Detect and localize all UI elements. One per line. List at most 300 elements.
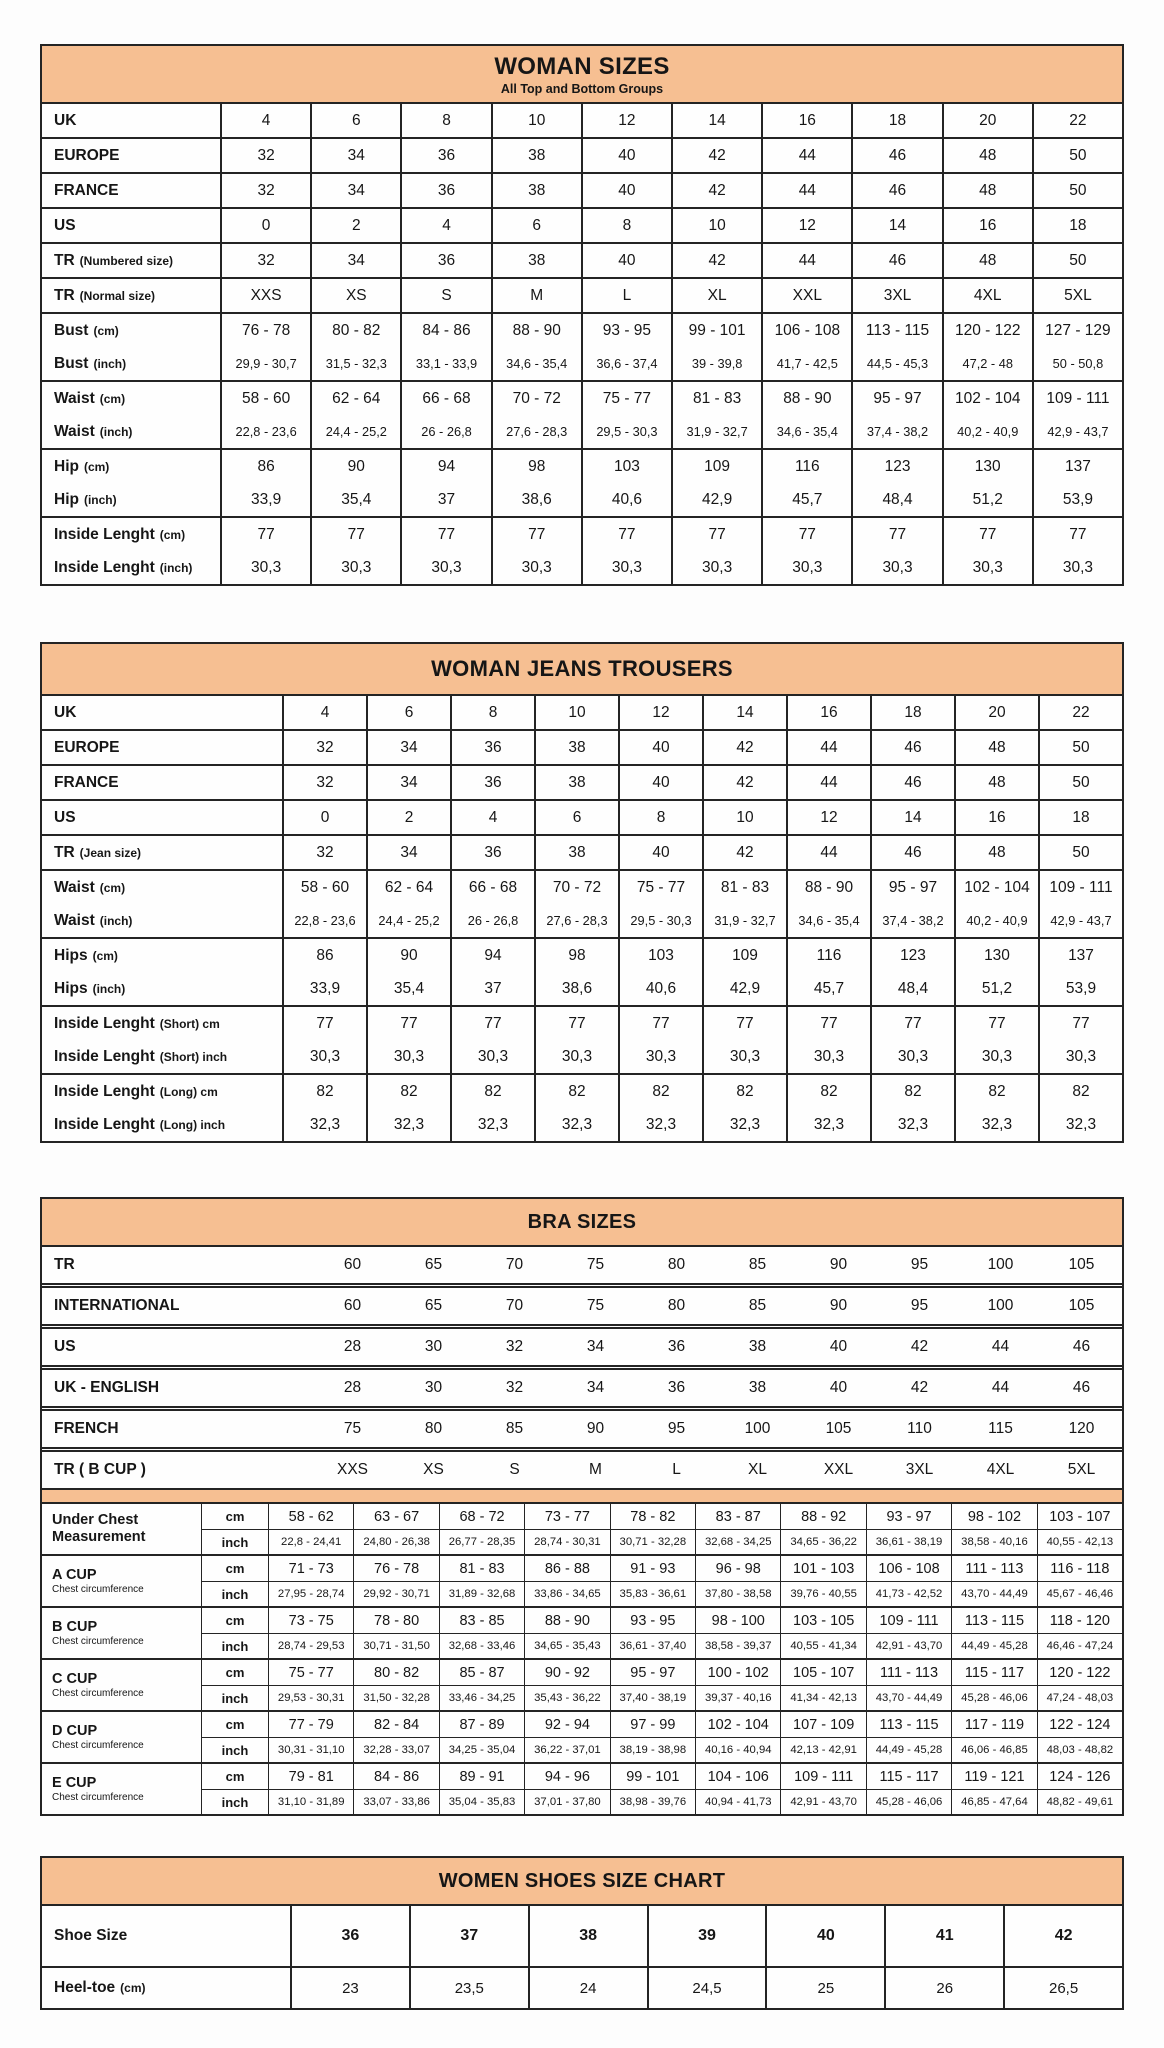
row-label [42,139,220,172]
value-cell: 81 - 83 [702,871,786,904]
row-label-text: Bust [54,321,89,339]
value-cell: 10 [702,801,786,834]
value-cell: 105 [1068,1297,1095,1314]
row-label-text: US [54,1338,76,1355]
value-cell: M [589,1461,602,1478]
value-cell: 33,46 - 34,25 [439,1686,524,1710]
row-group [42,1247,1122,1283]
value-cell: 31,9 - 32,7 [702,904,786,937]
row-group [42,1447,1122,1488]
row-group [42,869,1122,937]
value-cell: 29,92 - 30,71 [353,1582,438,1606]
value-cell: 44 [761,174,851,207]
row-label [42,1247,312,1283]
woman-sizes-header [42,46,1122,104]
row-label-unit: (cm) [159,527,186,542]
row-label-unit: (inch) [99,424,133,439]
value-cell: 38,98 - 39,76 [610,1790,695,1814]
value-cell: 18 [870,696,954,729]
table-row [42,731,1122,764]
cup-row [202,1660,1122,1685]
value-cell: 46 [1072,1379,1091,1396]
value-cell: 38,58 - 39,37 [695,1634,780,1658]
value-cell: 109 - 111 [780,1764,865,1789]
row-label [42,314,220,347]
cup-label [42,1608,202,1658]
table-row [42,1329,1122,1365]
row-label-text: US [54,808,76,826]
value-cell: 48 [942,244,1032,277]
value-cell: 82 [870,1075,954,1108]
value-cell: 99 - 101 [671,314,761,347]
value-cell: 34 [586,1379,605,1396]
cup-rows [202,1764,1122,1814]
table-row [42,347,1122,380]
value-cell: 60 [343,1297,362,1314]
value-cell: 37,01 - 37,80 [524,1790,609,1814]
value-cell: 40,55 - 41,34 [780,1634,865,1658]
value-cell: 24 [528,1968,647,2008]
row-label-unit: (Numbered size) [79,253,174,268]
value-cell: 88 - 90 [491,314,581,347]
row-label-text: Waist [54,911,95,929]
table-row [42,518,1122,551]
shoes-size-grid [42,1906,1122,2008]
cup-row [202,1608,1122,1633]
value-cell: 97 - 99 [610,1712,695,1737]
value-cell: 16 [942,209,1032,242]
value-cell: 105 [1068,1256,1095,1273]
value-cell: 4XL [942,279,1032,312]
woman-sizes-section [40,44,1124,586]
row-label-unit: (cm) [120,1981,146,1995]
value-cell: 30,3 [1038,1040,1122,1073]
row-label-text: TR [54,286,75,304]
row-label [42,174,220,207]
value-cell: 37,40 - 38,19 [610,1686,695,1710]
value-cell: 16 [761,104,851,137]
value-cell: XL [748,1461,767,1478]
value-cell: 30,3 [870,1040,954,1073]
row-label-text: Waist [54,422,95,440]
value-cell: 48 [954,766,1038,799]
row-label [42,766,282,799]
cup-label [42,1504,202,1554]
value-cell: 32,3 [282,1108,366,1141]
row-label-text: Inside Lenght [54,558,155,576]
value-cell: 4 [220,104,310,137]
value-cell: 77 [400,518,490,551]
value-cell: 73 - 75 [268,1608,353,1633]
value-cell: 106 - 108 [761,314,851,347]
value-cell: 27,6 - 28,3 [491,415,581,448]
value-cell: 109 - 111 [866,1608,951,1633]
value-cell: 44 [786,731,870,764]
value-cell: 10 [671,209,761,242]
row-label [42,1370,312,1406]
value-cell: 82 [786,1075,870,1108]
value-cell: L [672,1461,681,1478]
value-cell: 95 [910,1256,929,1273]
value-cell: 41 [884,1906,1003,1966]
value-cell: 30,3 [534,1040,618,1073]
value-cell: 16 [786,696,870,729]
row-group [42,1005,1122,1073]
value-cell: 123 [870,939,954,972]
value-cell: 44,49 - 45,28 [951,1634,1036,1658]
table-row [42,104,1122,137]
value-cell: 36 [450,731,534,764]
value-cell: 93 - 97 [866,1504,951,1529]
value-cell: 85 [505,1420,524,1437]
value-cell: 42 [910,1338,929,1355]
value-cell: 75 [586,1297,605,1314]
value-cell: 122 - 124 [1037,1712,1122,1737]
value-cell: 77 [761,518,851,551]
value-cell: 36 [400,139,490,172]
value-cell: 40,55 - 42,13 [1037,1530,1122,1554]
table-row [42,244,1122,277]
bra-sizes-section [40,1197,1124,1816]
value-cell: 90 - 92 [524,1660,609,1685]
value-cell: 66 - 68 [400,382,490,415]
value-cell: 68 - 72 [439,1504,524,1529]
cup-label [42,1764,202,1814]
value-cell: 38,6 [534,972,618,1005]
value-cell: 45,67 - 46,46 [1037,1582,1122,1606]
value-cell: 117 - 119 [951,1712,1036,1737]
value-cell: 6 [366,696,450,729]
value-cell: 42,91 - 43,70 [780,1790,865,1814]
row-label-text: FRENCH [54,1420,119,1437]
value-cell: 22,8 - 24,41 [268,1530,353,1554]
value-cell: 42 [702,731,786,764]
cup-label [42,1712,202,1762]
row-group [42,1406,1122,1447]
value-cell: 30,3 [942,551,1032,584]
row-label [42,972,282,1005]
value-cell: 102 - 104 [942,382,1032,415]
value-cell: 32,3 [1038,1108,1122,1141]
value-cell: 104 - 106 [695,1764,780,1789]
bra-cup-group [42,1504,1122,1554]
value-cell: XS [310,279,400,312]
row-label-unit: (Long) cm [159,1084,218,1099]
cup-subtitle: Chest circumference [52,1688,144,1700]
value-cell: 44,5 - 45,3 [851,347,941,380]
value-cell: 2 [366,801,450,834]
value-cell: 40 [581,174,671,207]
value-cell: 18 [1032,209,1122,242]
row-label-text: FRANCE [54,181,119,199]
value-cell: 14 [702,696,786,729]
row-label [42,836,282,869]
table-row [42,174,1122,207]
value-cell: 41,7 - 42,5 [761,347,851,380]
value-cell: 36 [667,1338,686,1355]
unit-cell: inch [221,1534,249,1550]
value-cell: 76 - 78 [353,1556,438,1581]
row-label-text: EUROPE [54,146,120,164]
value-cell: 76 - 78 [220,314,310,347]
value-cell: 6 [310,104,400,137]
value-cell: 63 - 67 [353,1504,438,1529]
value-cell: 8 [450,696,534,729]
value-cell: 84 - 86 [353,1764,438,1789]
value-cell: 30,3 [761,551,851,584]
value-cell: 32,3 [366,1108,450,1141]
value-cell: 96 - 98 [695,1556,780,1581]
value-cell: 85 [748,1297,767,1314]
value-cell: 22,8 - 23,6 [282,904,366,937]
value-cell: 85 [748,1256,767,1273]
value-cell: 48 [942,139,1032,172]
value-cell: 50 - 50,8 [1032,347,1122,380]
value-cell: 38 [491,139,581,172]
value-cell: 44,49 - 45,28 [866,1738,951,1762]
table-row [42,209,1122,242]
row-label-unit: (inch) [93,356,127,371]
value-cell: 51,2 [942,483,1032,516]
unit-cell: inch [221,1638,249,1654]
value-cell: 43,70 - 44,49 [866,1686,951,1710]
value-cell: 116 - 118 [1037,1556,1122,1581]
value-cell: 120 [1068,1420,1095,1437]
value-cell: 36 [667,1379,686,1396]
value-cell: 120 - 122 [942,314,1032,347]
cup-name: D CUP [52,1722,98,1739]
table-row [42,1370,1122,1406]
value-cell: 32 [282,731,366,764]
table-row [42,1288,1122,1324]
value-cell: 83 - 85 [439,1608,524,1633]
value-cell: 33,1 - 33,9 [400,347,490,380]
cup-row [202,1581,1122,1606]
value-cell: 23 [290,1968,409,2008]
table-row [42,450,1122,483]
value-cell: 92 - 94 [524,1712,609,1737]
value-cell: 48 [942,174,1032,207]
value-cell: 22 [1038,696,1122,729]
value-cell: 30 [424,1338,443,1355]
row-group [42,729,1122,764]
value-cell: 109 [702,939,786,972]
value-cell: 40 [618,766,702,799]
row-label [42,1108,282,1141]
bra-sizes-header [42,1199,1122,1247]
value-cell: 42,91 - 43,70 [866,1634,951,1658]
table-row [42,1906,1122,1966]
row-label [42,1968,290,2008]
value-cell: 37 [400,483,490,516]
row-group [42,937,1122,1005]
row-label-unit: (cm) [99,391,126,406]
row-label-unit: (Normal size) [79,288,156,303]
row-label-text: Hips [54,979,88,997]
row-label-text: UK [54,703,77,721]
value-cell: 10 [491,104,581,137]
cup-name: C CUP [52,1670,98,1687]
bra-cup-group [42,1606,1122,1658]
value-cell: 22,8 - 23,6 [220,415,310,448]
value-cell: 42,9 - 43,7 [1038,904,1122,937]
row-label-unit: (inch) [83,492,117,507]
row-label-text: Inside Lenght [54,1082,155,1100]
row-label-text: Hip [54,490,79,508]
row-label-unit: (Short) cm [159,1016,220,1031]
value-cell: 34 [310,244,400,277]
value-cell: 85 - 87 [439,1660,524,1685]
unit-cell: inch [221,1586,249,1602]
value-cell: 30,3 [671,551,761,584]
row-group [42,172,1122,207]
value-cell: 40 [618,731,702,764]
value-cell: 48,4 [870,972,954,1005]
value-cell: 32,3 [534,1108,618,1141]
value-cell: 77 [450,1007,534,1040]
value-cell: 34,65 - 36,22 [780,1530,865,1554]
value-cell: 95 - 97 [870,871,954,904]
value-cell: 39 [647,1906,766,1966]
value-cell: 32 [505,1379,524,1396]
table-row [42,696,1122,729]
row-label-unit: (cm) [99,880,126,895]
value-cell: 90 [310,450,400,483]
value-cell: 100 - 102 [695,1660,780,1685]
value-cell: 6 [534,801,618,834]
value-cell: 77 [786,1007,870,1040]
value-cell: 0 [220,209,310,242]
value-cell: 33,9 [220,483,310,516]
row-label [42,871,282,904]
row-label-text: TR [54,1256,75,1273]
value-cell: 106 - 108 [866,1556,951,1581]
value-cell: 102 - 104 [954,871,1038,904]
value-cell: 53,9 [1032,483,1122,516]
value-cell: 93 - 95 [610,1608,695,1633]
row-group [42,834,1122,869]
value-cell: 75 - 77 [268,1660,353,1685]
value-cell: 30,3 [954,1040,1038,1073]
cup-name: E CUP [52,1774,97,1791]
row-label [42,551,220,584]
row-group [42,1324,1122,1365]
value-cell: 29,5 - 30,3 [581,415,671,448]
value-cell: 38,19 - 38,98 [610,1738,695,1762]
row-group [42,799,1122,834]
value-cell: 35,83 - 36,61 [610,1582,695,1606]
value-cell: 46 [870,731,954,764]
row-label-unit: (Long) inch [159,1117,226,1132]
value-cell: 16 [954,801,1038,834]
table-row [42,382,1122,415]
value-cell: 109 - 111 [1038,871,1122,904]
value-cell: 77 [851,518,941,551]
table-row [42,871,1122,904]
value-cell: 34,6 - 35,4 [761,415,851,448]
value-cell: 8 [581,209,671,242]
value-cell: 46 [851,174,941,207]
value-cell: 33,9 [282,972,366,1005]
value-cell: 24,4 - 25,2 [310,415,400,448]
value-cell: 30,3 [310,551,400,584]
value-cell: 30,3 [786,1040,870,1073]
value-cell: XXL [761,279,851,312]
value-cell: 101 - 103 [780,1556,865,1581]
value-cell: 88 - 92 [780,1504,865,1529]
value-cell: XXS [336,1461,368,1478]
value-cell: 32 [282,766,366,799]
value-cell: 32 [220,244,310,277]
value-cell: 95 [910,1297,929,1314]
value-cell: 34,65 - 35,43 [524,1634,609,1658]
value-cell: 50 [1038,836,1122,869]
cup-label [42,1660,202,1710]
value-cell: 81 - 83 [439,1556,524,1581]
value-cell: 34 [366,731,450,764]
value-cell: 46,85 - 47,64 [951,1790,1036,1814]
value-cell: 36 [290,1906,409,1966]
value-cell: 80 [667,1256,686,1273]
value-cell: 109 [671,450,761,483]
value-cell: 77 [942,518,1032,551]
value-cell: 120 - 122 [1037,1660,1122,1685]
row-label-text: FRANCE [54,773,119,791]
value-cell: 82 [702,1075,786,1108]
unit-cell: inch [221,1794,249,1810]
value-cell: 37,4 - 38,2 [870,904,954,937]
value-cell: 35,04 - 35,83 [439,1790,524,1814]
value-cell: 70 - 72 [491,382,581,415]
row-label-text: TR [54,251,75,269]
value-cell: 32,3 [450,1108,534,1141]
cup-name: B CUP [52,1618,98,1635]
value-cell: 27,95 - 28,74 [268,1582,353,1606]
cup-rows [202,1556,1122,1606]
value-cell: 103 [581,450,671,483]
row-label-text: Waist [54,878,95,896]
row-label-unit: (cm) [83,459,110,474]
value-cell: 82 [954,1075,1038,1108]
value-cell: 25 [765,1968,884,2008]
value-cell: 20 [942,104,1032,137]
value-cell: 46 [851,244,941,277]
table-row [42,1411,1122,1447]
row-label [42,1329,312,1365]
value-cell: 111 - 113 [866,1660,951,1685]
value-cell: 111 - 113 [951,1556,1036,1581]
value-cell: 77 [282,1007,366,1040]
value-cell: 62 - 64 [366,871,450,904]
row-label-text: Shoe Size [54,1927,128,1944]
value-cell: 42,9 [702,972,786,1005]
value-cell: 65 [424,1256,443,1273]
value-cell: 73 - 77 [524,1504,609,1529]
value-cell: 46,06 - 46,85 [951,1738,1036,1762]
value-cell: 110 [907,1420,932,1437]
value-cell: 40 [765,1906,884,1966]
value-cell: 2 [310,209,400,242]
table-row [42,801,1122,834]
value-cell: 36 [450,766,534,799]
value-cell: 3XL [905,1461,934,1478]
value-cell: 38 [491,174,581,207]
value-cell: 46 [1072,1338,1091,1355]
row-label [42,209,220,242]
value-cell: 47,24 - 48,03 [1037,1686,1122,1710]
value-cell: 38,6 [491,483,581,516]
row-label [42,939,282,972]
